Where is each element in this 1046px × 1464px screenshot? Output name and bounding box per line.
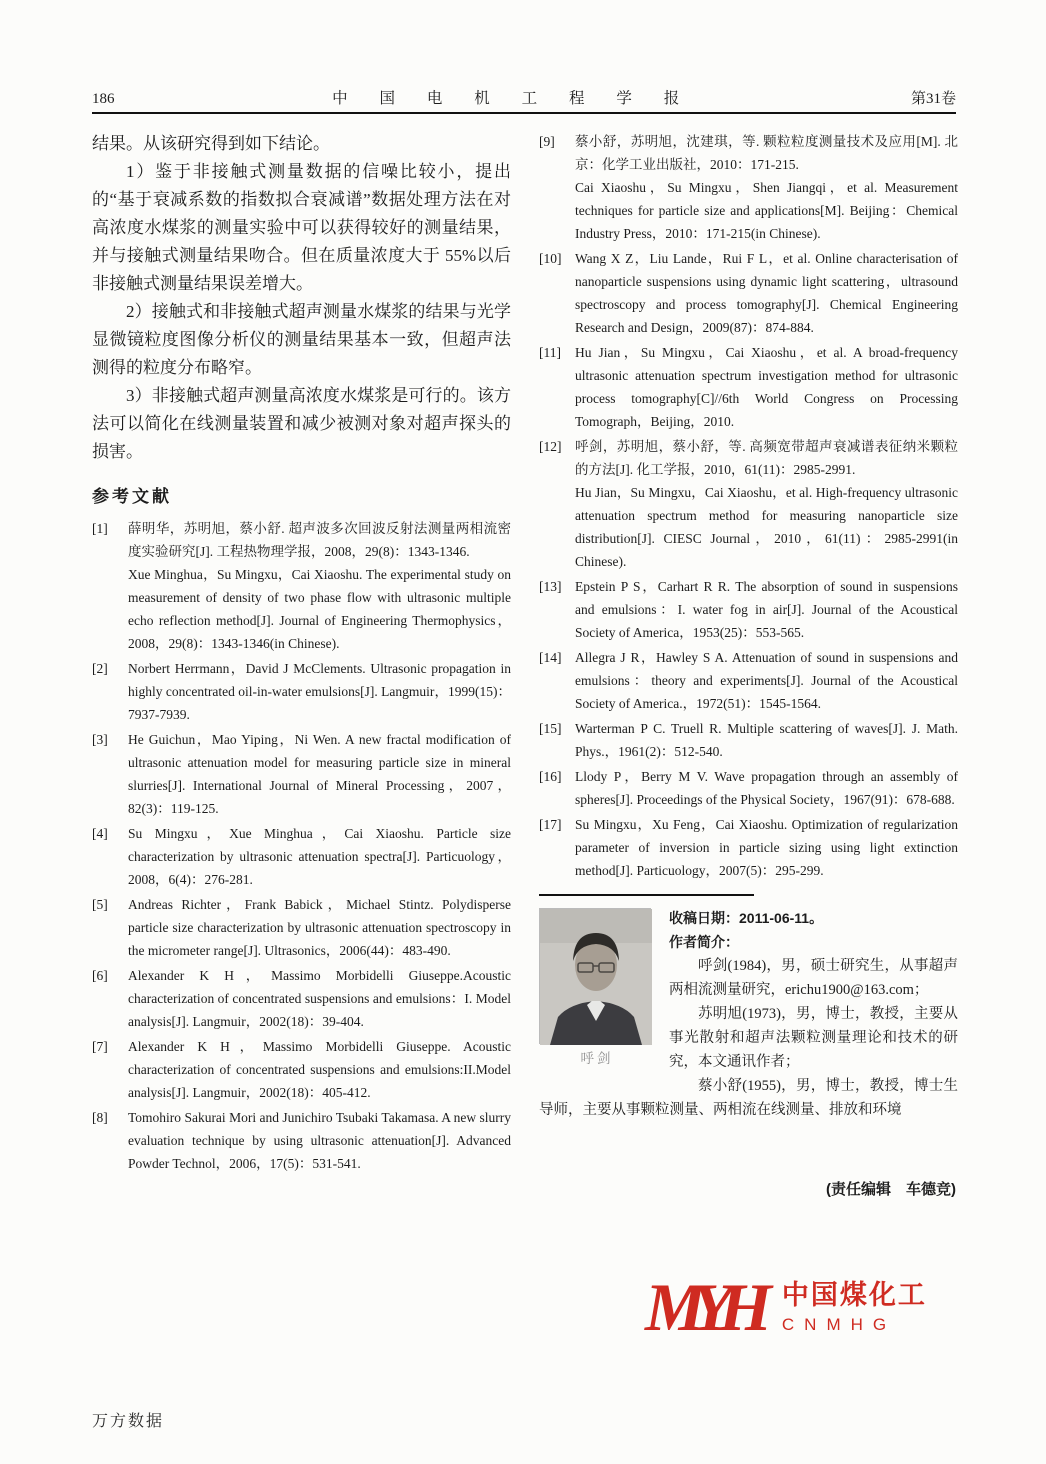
reference-text: 蔡小舒，苏明旭，沈建琪，等. 颗粒粒度测量技术及应用[M]. 北京：化学工业出版社，2010：171-215. [575,134,958,172]
reference-body [128,893,511,962]
reference-body [128,964,511,1033]
reference-number: [15] [539,721,562,736]
reference-number: [14] [539,650,562,665]
reference-item [92,822,511,891]
reference-item [539,247,958,339]
page-header [92,86,956,108]
reference-item [92,728,511,820]
author-photo-block [539,908,655,1071]
author-bio-2: 苏明旭(1973)，男，博士，教授，主要从事光散射和超声法颗粒测量理论和技术的研究，本文通讯作者； [669,1006,958,1070]
reference-text: Alexander K H，Massimo Morbidelli Giuseppe.Acoustic characterization of concentrated suspensions and emulsions：I. Model analysis[J]. Langmuir，2002(18)：39-404. [128,968,511,1029]
reference-number: [16] [539,769,562,784]
reference-text: Alexander K H，Massimo Morbidelli Giuseppe. Acoustic characterization of concentrated suspensions and emulsions:II.Model analysis[J]. Langmuir，2002(18)：405-412. [128,1039,511,1100]
header-rule [92,112,956,114]
reference-body [575,247,958,339]
author-bio-1: 呼剑(1984)，男，硕士研究生，从事超声两相流测量研究，erichu1900@163.com； [669,958,958,998]
reference-item [92,893,511,962]
reference-list-left [92,517,511,1175]
author-intro-label: 作者简介： [669,934,739,950]
reference-item [539,717,958,763]
watermark-chinese-text: 中国煤化工 [781,1280,927,1310]
references-heading: 参考文献 [92,487,172,506]
reference-text: Norbert Herrmann，David J McClements. Ultrasonic propagation in highly concentrated oil-in-water emulsions[J]. Langmuir，1999(15)：7937-7939. [128,661,511,722]
cnmhg-logo-glyph: MYH [645,1269,758,1345]
reference-number: [10] [539,251,562,266]
reference-number: [11] [539,345,561,360]
reference-item [539,130,958,245]
reference-item [539,646,958,715]
reference-number: [7] [92,1039,108,1054]
reference-text: Hu Jian，Su Mingxu，Cai Xiaoshu，et al. A broad-frequency ultrasonic attenuation spectrum investigation method for ultrasonic process tomography[C]//6th World Congress on Processing Tomograph，Beijing，2010. [575,345,958,429]
author-photo-caption: 呼剑 [580,1051,614,1066]
left-column [92,130,511,1202]
reference-body [575,813,958,882]
reference-text: Cai Xiaoshu，Su Mingxu，Shen Jiangqi，et al. Measurement techniques for particle size and applications[M]. Beijing：Chemical Industry Press，2010：171-215(in Chinese). [575,180,958,241]
reference-item [539,435,958,573]
reference-text: Epstein P S，Carhart R R. The absorption of sound in suspensions and emulsions：I. water fog in air[J]. Journal of the Acoustical Society of America，1953(25)：553-565. [575,579,958,640]
reference-body [575,575,958,644]
page-number: 186 [92,91,115,107]
reference-number: [1] [92,521,108,536]
conclusion-point-1: 1）鉴于非接触式测量数据的信噪比较小，提出的“基于衰减系数的指数拟合衰减谱”数据处理方法在对高浓度水煤浆的测量实验中可以获得较好的测量结果，并与接触式测量结果吻合。但在质量浓度大于 55%以后非接触式测量结果误差增大。 [92,162,511,293]
reference-number: [2] [92,661,108,676]
reference-number: [9] [539,134,555,149]
journal-title: 中 国 电 机 工 程 学 报 [332,90,694,107]
reference-text: Allegra J R，Hawley S A. Attenuation of sound in suspensions and emulsions：theory and experiments[J]. Journal of the Acoustical Society of America.，1972(51)：1545-1564. [575,650,958,711]
editor-note: (责任编辑 车德竞) [826,1181,956,1198]
conclusion-point-3: 3）非接触式超声测量高浓度水煤浆是可行的。该方法可以简化在线测量装置和减少被测对象对超声探头的损害。 [92,386,511,461]
reference-item [92,964,511,1033]
reference-body [575,130,958,245]
reference-body [128,1035,511,1104]
reference-number: [3] [92,732,108,747]
received-date: 收稿日期：2011-06-11。 [669,910,824,926]
reference-text: Llody P，Berry M V. Wave propagation through an assembly of spheres[J]. Proceedings of the Physical Society，1967(91)：678-688. [575,769,958,807]
reference-item [92,657,511,726]
reference-text: Andreas Richter，Frank Babick，Michael Stintz. Polydisperse particle size characterization by ultrasonic attenuation spectroscopy in the micrometer range[J]. Ultrasonics，2006(44)：483-490. [128,897,511,958]
reference-body [575,765,958,811]
two-column-body [92,130,958,1202]
reference-number: [4] [92,826,108,841]
right-column [539,130,958,1202]
reference-body [575,717,958,763]
reference-body [128,517,511,655]
reference-body [575,646,958,715]
reference-body [575,341,958,433]
author-photo [539,908,651,1044]
reference-text: 薛明华，苏明旭，蔡小舒. 超声波多次回波反射法测量两相流密度实验研究[J]. 工程热物理学报，2008，29(8)：1343-1346. [128,521,511,559]
reference-list-right [539,130,958,882]
reference-text: Warterman P C. Truell R. Multiple scattering of waves[J]. J. Math. Phys.，1961(2)：512-540. [575,721,958,759]
reference-body [128,728,511,820]
reference-text: 呼剑，苏明旭，蔡小舒，等. 高频宽带超声衰减谱表征纳米颗粒的方法[J]. 化工学报，2010，61(11)：2985-2991. [575,439,958,477]
reference-item [92,1106,511,1175]
reference-text: Su Mingxu，Xue Minghua，Cai Xiaoshu. Particle size characterization by ultrasonic attenuation spectra[J]. Particuology，2008，6(4)：276-281. [128,826,511,887]
reference-item [92,517,511,655]
reference-text: Wang X Z，Liu Lande，Rui F L，et al. Online characterisation of nanoparticle suspensions using dynamic light scattering，ultrasound spectroscopy and process tomography[J]. Chemical Engineering Research and Design，2009(87)：874-884. [575,251,958,335]
reference-item [539,341,958,433]
reference-body [128,1106,511,1175]
reference-number: [8] [92,1110,108,1125]
reference-text: Hu Jian，Su Mingxu，Cai Xiaoshu，et al. High-frequency ultrasonic attenuation spectrum method for measuring nanoparticle size distribution[J]. CIESC Journal，2010，61(11)：2985-2991(in Chinese). [575,485,958,569]
reference-number: [6] [92,968,108,983]
reference-body [128,657,511,726]
reference-body [575,435,958,573]
wanfang-data-watermark: 万方数据 [92,1413,165,1430]
reference-text: Su Mingxu，Xu Feng，Cai Xiaoshu. Optimization of regularization parameter of inversion in particle sizing using light extinction method[J]. Particuology，2007(5)：295-299. [575,817,958,878]
reference-item [539,765,958,811]
reference-item [539,575,958,644]
reference-number: [12] [539,439,562,454]
cnmhg-watermark [645,1262,963,1352]
reference-text: Xue Minghua，Su Mingxu，Cai Xiaoshu. The experimental study on measurement of density of two phase flow with ultrasonic multiple echo reflection method[J]. Journal of Engineering Thermophysics，2008，29(8)：1343-1346(in Chinese). [128,567,511,651]
conclusion-point-2: 2）接触式和非接触式超声测量水煤浆的结果与光学显微镜粒度图像分析仪的测量结果基本一致，但超声法测得的粒度分布略窄。 [92,302,511,377]
reference-number: [13] [539,579,562,594]
watermark-latin-text: CNMHG [781,1315,897,1334]
conclusion-intro: 结果。从该研究得到如下结论。 [92,134,330,153]
reference-body [128,822,511,891]
author-bio-section [539,906,958,1202]
cnmhg-logo-text [782,1279,927,1335]
reference-item [92,1035,511,1104]
reference-number: [17] [539,817,562,832]
reference-text: He Guichun，Mao Yiping，Ni Wen. A new fractal modification of ultrasonic attenuation model for measuring particle size in mineral slurries[J]. International Journal of Mineral Processing，2007，82(3)：119-125. [128,732,511,816]
reference-text: Tomohiro Sakurai Mori and Junichiro Tsubaki Takamasa. A new slurry evaluation technique by using ultrasonic attenuation[J]. Advanced Powder Technol，2006，17(5)：531-541. [128,1110,511,1171]
reference-number: [5] [92,897,108,912]
reference-item [539,813,958,882]
author-bio-3: 蔡小舒(1955)，男，博士，教授，博士生导师，主要从事颗粒测量、两相流在线测量、排放和环境 [539,1078,958,1118]
bio-divider-rule [539,894,754,896]
volume-label: 第31卷 [910,91,956,107]
